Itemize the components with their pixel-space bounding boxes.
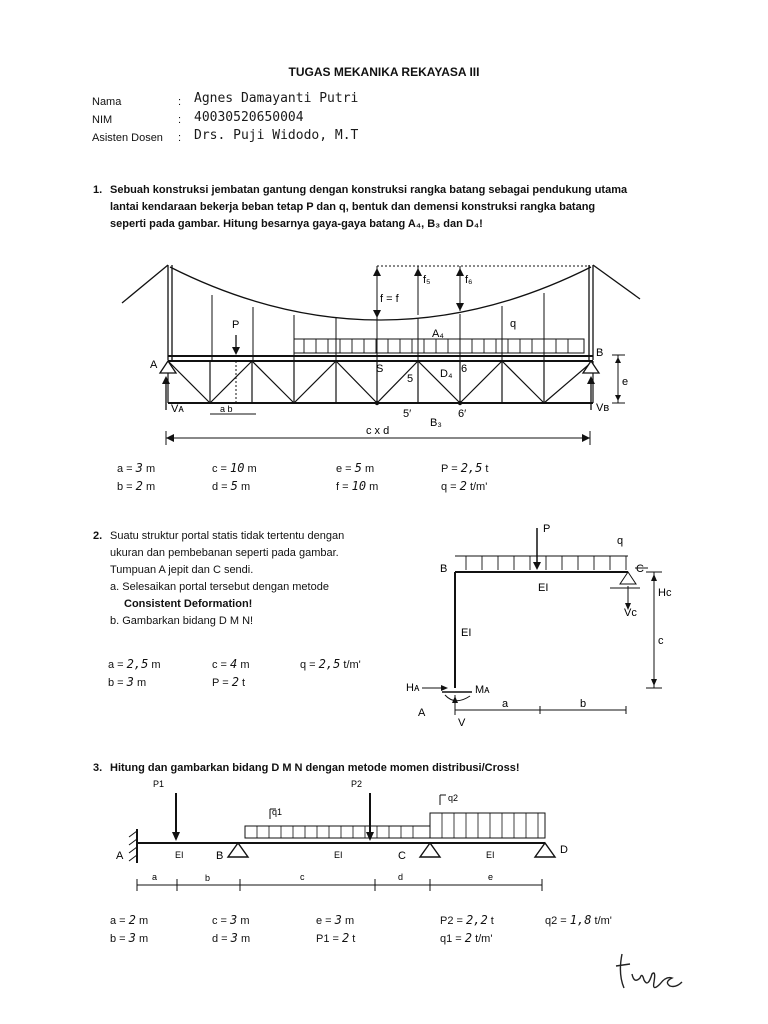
bridge-label-a: A — [150, 359, 158, 371]
q2-value-c: c = 4 m — [212, 657, 250, 671]
beam-label-p2: P2 — [351, 779, 363, 789]
question-2-line: Suatu struktur portal statis tidak tertentu dengan — [110, 530, 345, 542]
bridge-label-q: q — [510, 318, 517, 330]
portal-label-ei-column: EI — [461, 627, 472, 639]
beam-dim-e: e — [488, 872, 494, 882]
q3-value-q2: q2 = 1,8 t/m' — [545, 913, 612, 927]
label-nim: NIM — [92, 114, 113, 126]
question-2-line: ukuran dan pembebanan seperti pada gambar. — [110, 547, 339, 559]
continuous-beam-diagram — [100, 775, 600, 895]
beam-dim-b: b — [205, 873, 211, 883]
question-2-line: Tumpuan A jepit dan C sendi. — [110, 564, 254, 576]
bridge-label-s: S — [376, 363, 384, 375]
q1-value-a: a = 3 m — [117, 461, 156, 475]
beam-label-q1: q1 — [272, 807, 283, 817]
q1-value-q: q = 2 t/m' — [441, 479, 488, 493]
q3-value-c: c = 3 m — [212, 913, 250, 927]
question-1-number: 1. — [93, 184, 103, 196]
portal-label-b: B — [440, 563, 448, 575]
label-asisten: Asisten Dosen — [92, 132, 163, 144]
portal-label-v: V — [458, 717, 466, 729]
value-nama: Agnes Damayanti Putri — [194, 91, 359, 106]
q3-value-d: d = 3 m — [212, 931, 251, 945]
bridge-label-d4: D₄ — [440, 368, 453, 380]
q1-value-b: b = 2 m — [117, 479, 156, 493]
question-2-item: b. Gambarkan bidang D M N! — [110, 615, 254, 627]
q3-value-b: b = 3 m — [110, 931, 149, 945]
question-1-line: lantai kendaraan bekerja beban tetap P dan q, bentuk dan demensi konstruksi rangka batang — [110, 201, 596, 213]
bridge-label-va: Vᴀ — [171, 403, 184, 415]
q1-value-e: e = 5 m — [336, 461, 375, 475]
portal-diagram — [400, 520, 700, 735]
portal-label-c-dim: c — [658, 635, 664, 647]
bridge-label-b: B — [596, 347, 604, 359]
bridge-label-p: P — [232, 319, 240, 331]
portal-label-c: C — [636, 563, 644, 575]
bridge-label-5p: 5′ — [403, 408, 412, 420]
question-2-item: Consistent Deformation! — [124, 598, 253, 610]
question-2-number: 2. — [93, 530, 103, 542]
question-1-line: Sebuah konstruksi jembatan gantung dengan konstruksi rangka batang sebagai pendukung utama — [110, 184, 628, 196]
label-nama: Nama — [92, 96, 122, 108]
sep-nim: : — [178, 114, 182, 126]
beam-label-p1: P1 — [153, 779, 165, 789]
q1-value-d: d = 5 m — [212, 479, 251, 493]
q3-value-p1: P1 = 2 t — [316, 931, 356, 945]
beam-label-a: A — [116, 850, 124, 862]
signature — [612, 948, 692, 992]
bridge-label-6: 6 — [461, 363, 468, 375]
value-nim: 40030520650004 — [194, 110, 304, 125]
beam-label-d: D — [560, 844, 568, 856]
beam-label-b: B — [216, 850, 224, 862]
bridge-label-5: 5 — [407, 373, 414, 385]
beam-label-ei-1: EI — [175, 850, 184, 860]
bridge-label-6p: 6′ — [458, 408, 467, 420]
bridge-label-f6: f₆ — [465, 274, 473, 286]
portal-label-b-dim: b — [580, 698, 587, 710]
beam-label-ei-2: EI — [334, 850, 343, 860]
bridge-label-ab: a b — [220, 404, 233, 414]
beam-dim-a: a — [152, 872, 158, 882]
bridge-label-a4: A₄ — [432, 328, 444, 340]
bridge-label-f5: f₅ — [423, 274, 431, 286]
question-1 — [93, 182, 670, 233]
portal-label-ei-beam: EI — [538, 582, 549, 594]
q1-value-f: f = 10 m — [336, 479, 379, 493]
q1-value-c: c = 10 m — [212, 461, 257, 475]
bridge-label-cxd: c x d — [366, 425, 390, 437]
question-2-item: a. Selesaikan portal tersebut dengan metode — [110, 581, 329, 593]
beam-dim-d: d — [398, 872, 404, 882]
question-1-line: seperti pada gambar. Hitung besarnya gaya-gaya batang A₄, B₃ dan D₄! — [110, 218, 483, 230]
beam-label-c: C — [398, 850, 406, 862]
portal-label-hc: Hc — [658, 587, 672, 599]
sep-nama: : — [178, 96, 182, 108]
q2-value-q: q = 2,5 t/m' — [300, 657, 361, 671]
value-asisten: Drs. Puji Widodo, M.T — [194, 128, 359, 143]
question-3-line: Hitung dan gambarkan bidang D M N dengan metode momen distribusi/Cross! — [110, 762, 520, 774]
beam-label-q2: q2 — [448, 793, 459, 803]
q2-value-b: b = 3 m — [108, 675, 147, 689]
question-3-number: 3. — [93, 762, 103, 774]
q3-value-p2: P2 = 2,2 t — [440, 913, 494, 927]
q3-value-q1: q1 = 2 t/m' — [440, 931, 493, 945]
portal-label-q: q — [617, 535, 624, 547]
beam-dim-c: c — [300, 872, 305, 882]
q2-value-p: P = 2 t — [212, 675, 246, 689]
question-2 — [93, 528, 400, 630]
bridge-label-b3: B₃ — [430, 417, 442, 429]
bridge-label-e: e — [622, 376, 629, 388]
beam-label-ei-3: EI — [486, 850, 495, 860]
bridge-label-f: f = f — [380, 293, 399, 305]
portal-label-vc: Vc — [624, 607, 637, 619]
bridge-label-vb: Vʙ — [596, 402, 610, 414]
sep-asisten: : — [178, 132, 182, 144]
q3-value-e: e = 3 m — [316, 913, 355, 927]
q1-value-p: P = 2,5 t — [441, 461, 489, 475]
page-title: TUGAS MEKANIKA REKAYASA III — [288, 65, 480, 79]
portal-label-ha: Hᴀ — [406, 682, 420, 694]
q2-value-a: a = 2,5 m — [108, 657, 161, 671]
portal-label-p: P — [543, 523, 551, 535]
q3-value-a: a = 2 m — [110, 913, 149, 927]
bridge-diagram — [0, 255, 768, 455]
portal-label-a: A — [418, 707, 426, 719]
portal-label-a-dim: a — [502, 698, 509, 710]
portal-label-ma: Mᴀ — [475, 684, 490, 696]
